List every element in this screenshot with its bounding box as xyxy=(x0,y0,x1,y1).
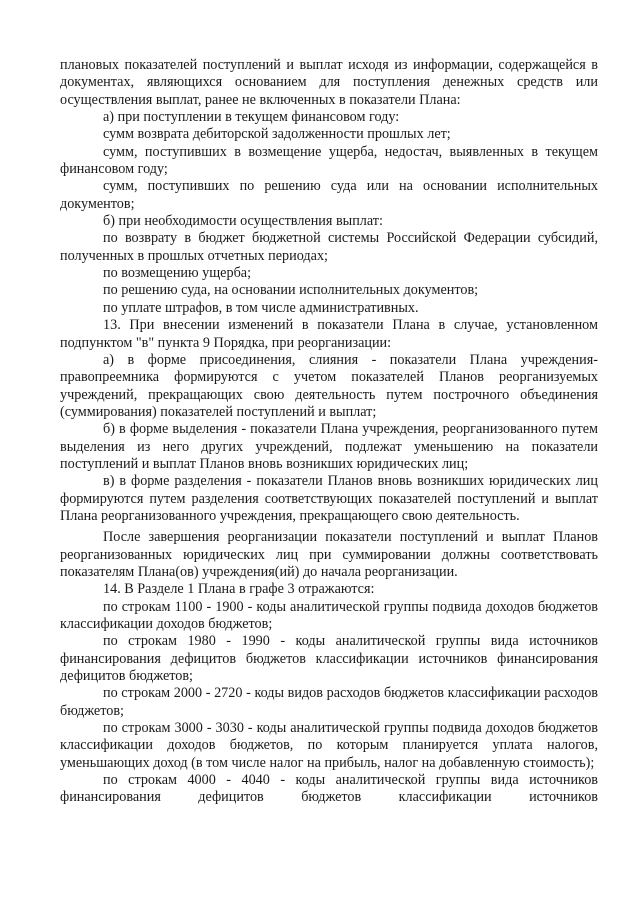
document-page xyxy=(60,57,598,807)
paragraph-lines-4000-4040: по строкам 4000 - 4040 - коды аналитической группы вида источников финансирования дефицитов бюджетов классификации источников xyxy=(60,772,598,806)
paragraph-lines-3000-3030: по строкам 3000 - 3030 - коды аналитической группы подвида доходов бюджетов классификации доходов бюджетов, по которым планируется уплата налогов, уменьшающих доход (в том числе налог на прибыль, налог на добавленную стоимость); xyxy=(60,720,598,771)
paragraph-item-13: 13. При внесении изменений в показатели Плана в случае, установленном подпунктом "в" пункта 9 Порядка, при реорганизации: xyxy=(60,317,598,351)
paragraph-merger: а) в форме присоединения, слияния - показатели Плана учреждения-правопреемника формируются с учетом показателей Планов реорганизуемых учреждений, прекращающих свою деятельность путем построчного объединения (суммирования) показателей поступлений и выплат; xyxy=(60,351,598,420)
paragraph-receivables-return: сумм возврата дебиторской задолженности прошлых лет; xyxy=(103,126,451,143)
paragraph-lines-1980-1990: по строкам 1980 - 1990 - коды аналитической группы вида источников финансирования дефицитов бюджетов классификации источников финансирования дефицитов бюджетов; xyxy=(60,633,598,685)
paragraph-damage-compensation: сумм, поступивших в возмещение ущерба, недостач, выявленных в текущем финансовом году; xyxy=(60,143,598,178)
paragraph-after-reorganization: После завершения реорганизации показатели поступлений и выплат Планов реорганизованных юридических лиц при суммировании должны соответствовать показателям Плана(ов) учреждения(ий) до начала реорганизации. xyxy=(60,529,598,580)
paragraph-plan-intro: плановых показателей поступлений и выплат исходя из информации, содержащейся в документах, являющихся основанием для поступления денежных средств или осуществления выплат, ранее не включенных в показатели Плана: xyxy=(60,57,598,108)
paragraph-item-14: 14. В Разделе 1 Плана в графе 3 отражаются: xyxy=(103,581,375,598)
paragraph-spin-off: б) в форме выделения - показатели Плана учреждения, реорганизованного путем выделения из него других учреждений, подлежат уменьшению на показатели поступлений и выплат Планов вновь возникших юридических лиц; xyxy=(60,421,598,472)
paragraph-fines-payment: по уплате штрафов, в том числе административных. xyxy=(103,299,419,316)
paragraph-damage-payment: по возмещению ущерба; xyxy=(103,265,252,282)
paragraph-lines-2000-2720: по строкам 2000 - 2720 - коды видов расходов бюджетов классификации расходов бюджетов; xyxy=(60,685,598,719)
paragraph-subsidy-return: по возврату в бюджет бюджетной системы Российской Федерации субсидий, полученных в прошлых отчетных периодах; xyxy=(60,230,598,264)
paragraph-lines-1100-1900: по строкам 1100 - 1900 - коды аналитической группы подвида доходов бюджетов классификации доходов бюджетов; xyxy=(60,598,598,632)
paragraph-court-decision-payment: по решению суда, на основании исполнительных документов; xyxy=(103,282,479,299)
paragraph-payments-needed: б) при необходимости осуществления выплат: xyxy=(103,213,383,230)
paragraph-division: в) в форме разделения - показатели Планов вновь возникших юридических лиц формируются путем разделения соответствующих показателей поступлений и выплат Плана реорганизованного учреждения, прекращающего свою деятельность. xyxy=(60,473,598,524)
paragraph-court-decision-receipts: сумм, поступивших по решению суда или на основании исполнительных документов; xyxy=(60,178,598,212)
paragraph-receipts-current-year: а) при поступлении в текущем финансовом году: xyxy=(103,109,400,126)
